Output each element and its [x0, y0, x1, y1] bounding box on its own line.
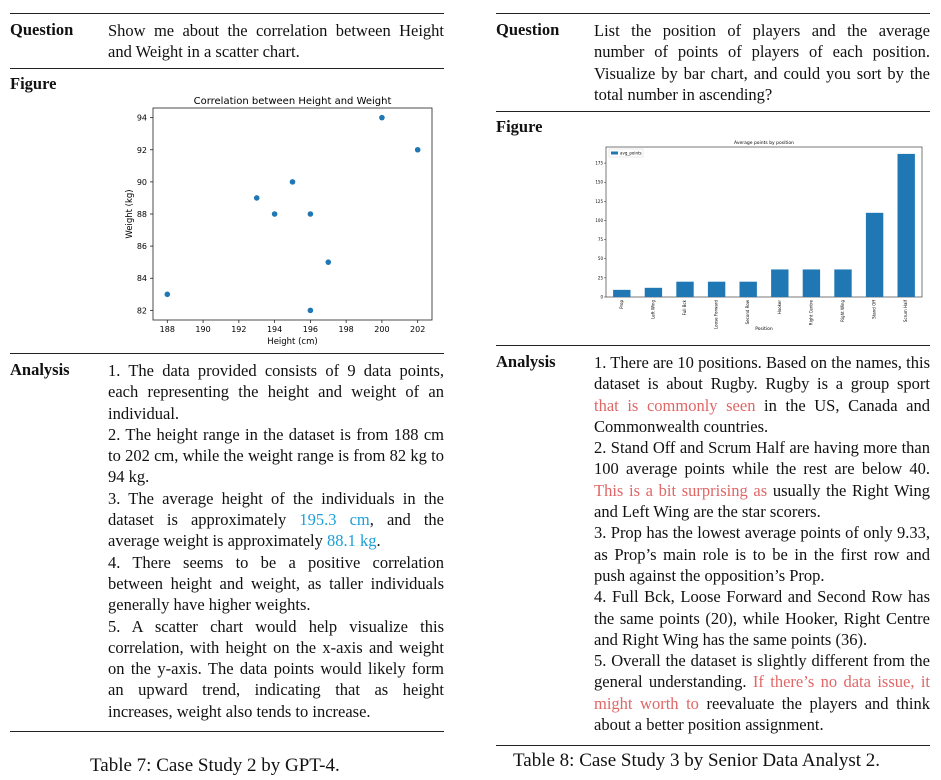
x-tick-label: Right Wing — [840, 300, 845, 322]
x-tick-label: Prop — [618, 300, 624, 309]
question-text: Show me about the correlation between Height and Weight in a scatter chart. — [108, 21, 444, 62]
analysis-text-span: 4. There seems to be a positive correlation between height and weight, as taller individuals generally have higher weights. — [108, 552, 444, 615]
x-tick-label: Right Centre — [808, 300, 814, 326]
x-tick-label: 202 — [410, 325, 426, 334]
table-8 — [496, 13, 930, 746]
x-tick-label: Loose Forward — [713, 300, 719, 329]
analysis-item — [594, 352, 930, 437]
caption-table-7: Table 7: Case Study 2 by GPT-4. — [90, 755, 340, 776]
bar — [676, 282, 693, 297]
figure-label: Figure — [10, 74, 57, 93]
bar — [898, 154, 915, 297]
bottom-rule — [10, 731, 444, 732]
x-tick-label: 200 — [374, 325, 390, 334]
data-point — [308, 211, 314, 217]
data-point — [325, 259, 331, 265]
x-tick-label: 192 — [231, 325, 247, 334]
table-7 — [10, 13, 444, 732]
highlighted-text: 195.3 cm — [299, 510, 370, 530]
analysis-text-span: 2. Stand Off and Scrum Half are having more than 100 average points while the rest are below 40. — [594, 438, 930, 479]
question-row — [496, 14, 930, 111]
question-label: Question — [496, 20, 560, 39]
caption-table-8: Table 8: Case Study 3 by Senior Data Analyst 2. — [513, 750, 881, 771]
y-tick-label: 86 — [136, 242, 147, 252]
data-point — [290, 179, 296, 185]
analysis-item — [594, 650, 930, 735]
data-point — [308, 308, 314, 314]
bar — [803, 269, 820, 297]
y-tick-label: 94 — [136, 113, 147, 123]
analysis-text — [594, 352, 930, 735]
y-tick-label: 92 — [136, 145, 147, 155]
y-tick-label: 150 — [595, 179, 603, 185]
y-tick-label: 125 — [595, 198, 603, 204]
highlighted-text: This is a bit surprising as — [594, 480, 768, 500]
highlighted-text: If there’s no data issue, it might worth to — [594, 672, 931, 713]
x-tick-label: 196 — [302, 325, 319, 334]
data-point — [165, 292, 171, 298]
data-point — [272, 211, 278, 217]
y-tick-label: 84 — [136, 274, 147, 284]
analysis-text — [108, 360, 444, 722]
analysis-item — [108, 488, 444, 552]
analysis-text-span: 3. The average height of the individuals in the dataset is approximately — [108, 488, 444, 530]
question-row — [10, 14, 444, 68]
analysis-item — [594, 437, 930, 522]
y-tick-label: 75 — [597, 237, 603, 243]
x-tick-label: Hooker — [776, 300, 782, 315]
y-axis-label: Weight (kg) — [125, 189, 135, 239]
analysis-text-span: reevaluate the players and think about a better position assignment. — [594, 693, 930, 735]
analysis-item — [108, 424, 444, 488]
analysis-label: Analysis — [496, 352, 556, 371]
question-text: List the position of players and the average number of points of players of each position. Visualize by bar chart, and could you sort by the total number in ascending? — [594, 21, 930, 104]
x-axis-label: Height (cm) — [267, 337, 318, 347]
analysis-item — [108, 616, 444, 722]
analysis-text-span: 1. The data provided consists of 9 data points, each representing the height and weight of an individual. — [108, 361, 444, 423]
analysis-text-span: usually the Right Wing and Left Wing are the star scorers. — [594, 480, 931, 522]
y-tick-label: 100 — [595, 217, 603, 223]
bar — [771, 269, 788, 297]
analysis-item — [108, 552, 444, 616]
plot-frame — [153, 108, 432, 320]
y-tick-label: 90 — [136, 177, 147, 187]
analysis-text-span: 2. The height range in the dataset is from 188 cm to 202 cm, while the weight range is from 82 kg to 94 kg. — [108, 424, 444, 487]
x-tick-label: 198 — [338, 325, 354, 334]
data-point — [415, 147, 421, 153]
analysis-item — [594, 522, 930, 586]
x-tick-label: Scrum Half — [903, 300, 909, 323]
analysis-item — [108, 360, 444, 424]
analysis-text-span: . — [376, 531, 381, 551]
x-tick-label: 190 — [195, 325, 211, 334]
bottom-rule — [496, 745, 930, 746]
analysis-row — [496, 346, 930, 735]
y-tick-label: 50 — [597, 256, 603, 262]
analysis-text-span: 1. There are 10 positions. Based on the names, this dataset is about Rugby. Rugby is a group sport — [594, 353, 930, 394]
x-tick-label: Left Wing — [650, 300, 656, 319]
y-tick-label: 88 — [136, 210, 147, 219]
bar — [740, 282, 757, 297]
legend-label: avg_points — [620, 150, 642, 156]
y-tick-label: 175 — [595, 160, 603, 166]
chart-title: Average points by position — [734, 141, 794, 146]
x-tick-label: Second Row — [745, 300, 751, 325]
question-label: Question — [10, 20, 74, 39]
bar — [613, 290, 630, 297]
x-tick-label: Stand Off — [871, 300, 877, 319]
analysis-text-span: 3. Prop has the lowest average points of only 9.33, as Prop’s main role is to be in the first row and push against the opposition’s Prop. — [594, 523, 930, 585]
analysis-text-span: 4. Full Bck, Loose Forward and Second Row has the same points (20), while Hooker, Right Centre and Right Wing has the same points (36). — [594, 587, 930, 649]
analysis-label: Analysis — [10, 360, 70, 379]
highlighted-text: that is commonly seen — [594, 395, 756, 415]
bar — [645, 288, 662, 297]
x-tick-label: Full Bck — [682, 300, 687, 316]
legend-swatch — [611, 152, 618, 155]
figure-row — [10, 69, 444, 94]
chart-title: Correlation between Height and Weight — [193, 96, 392, 107]
y-tick-label: 25 — [597, 275, 603, 281]
analysis-row — [10, 354, 444, 722]
analysis-text-span: , and the average weight is approximately — [108, 510, 444, 551]
data-point — [254, 195, 260, 201]
x-axis-label: Position — [755, 327, 773, 332]
analysis-text-span: 5. A scatter chart would help visualize this correlation, with height on the x-axis and weight on the y-axis. The data points would likely form an upward trend, indicating that as height increases, weight also tends to increase. — [108, 616, 444, 721]
analysis-text-span: 5. Overall the dataset is slightly different from the general understanding. — [594, 651, 930, 692]
x-tick-label: 188 — [159, 325, 175, 334]
data-point — [379, 115, 385, 121]
y-tick-label: 0 — [600, 294, 603, 300]
bar — [708, 282, 725, 297]
analysis-item — [594, 586, 930, 650]
scatter-chart — [10, 94, 444, 349]
highlighted-text: 88.1 kg — [327, 531, 377, 551]
figure-row — [496, 112, 930, 137]
analysis-text-span: in the US, Canada and Commonwealth countries. — [594, 395, 930, 436]
bar — [834, 269, 851, 297]
bar-chart — [496, 137, 930, 340]
y-tick-label: 82 — [136, 306, 147, 316]
x-tick-label: 194 — [266, 325, 283, 334]
bar — [866, 213, 883, 297]
figure-label: Figure — [496, 117, 543, 136]
